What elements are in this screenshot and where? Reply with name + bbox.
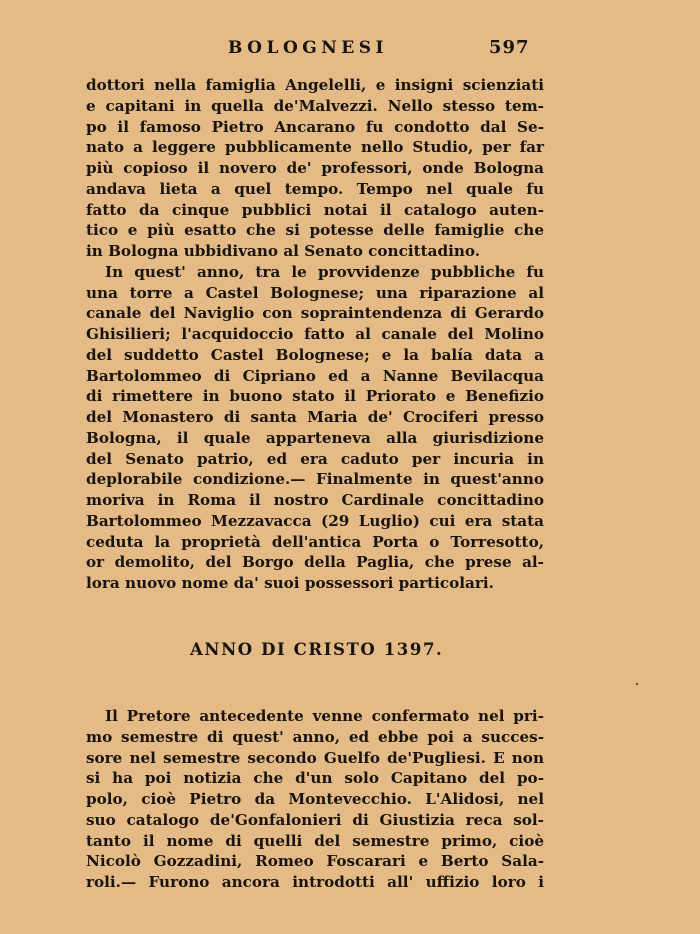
text-line: Bartolommeo di Cipriano ed a Nanne Bevilacqua (86, 366, 544, 385)
text-line: Nicolò Gozzadini, Romeo Foscarari e Berto Sala- (86, 852, 544, 871)
text-line: dottori nella famiglia Angelelli, e insigni scienziati (86, 76, 544, 94)
text-line: nato a leggere pubblicamente nello Studio, per far (86, 138, 544, 157)
text-line: lora nuovo nome da' suoi possessori particolari. (86, 574, 494, 592)
text-line: Bologna, il quale apparteneva alla giurisdizione (86, 428, 544, 447)
text-line: andava lieta a quel tempo. Tempo nel quale fu (86, 179, 544, 198)
text-line: Ghisilieri; l'acquidoccio fatto al canale del Molino (86, 325, 544, 343)
text-line: tico e più esatto che si potesse delle famiglie che (86, 221, 544, 240)
text-line: ceduta la proprietà dell'antica Porta o Torresotto, (86, 532, 544, 551)
text-line: si ha poi notizia che d'un solo Capitano del po- (86, 769, 544, 788)
text-line: una torre a Castel Bolognese; una riparazione al (86, 283, 544, 302)
page-number: 597 (489, 37, 530, 58)
text-line: or demolito, del Borgo della Paglia, che prese al- (86, 553, 544, 572)
text-line: canale del Naviglio con sopraintendenza di Gerardo (86, 304, 544, 323)
text-line: sore nel semestre secondo Guelfo de'Pugliesi. E non (86, 748, 544, 767)
section-heading: ANNO DI CRISTO 1397. (190, 640, 444, 659)
text-line: in Bologna ubbidivano al Senato concittadino. (86, 242, 481, 260)
paragraph-continuation (86, 75, 544, 262)
paper-speck (636, 683, 638, 685)
text-line: di rimettere in buono stato il Priorato e Benefizio (86, 387, 544, 406)
text-line: polo, cioè Pietro da Montevecchio. L'Alidosi, nel (86, 790, 544, 808)
paragraph-provvidenze (86, 262, 544, 594)
body-text-bottom (86, 706, 544, 893)
text-line: suo catalogo de'Gonfalonieri di Giustizia reca sol- (86, 810, 544, 829)
paragraph-pretore (86, 706, 544, 893)
body-text-top (86, 75, 544, 594)
text-line: mo semestre di quest' anno, ed ebbe poi a succes- (86, 727, 544, 746)
running-title: BOLOGNESI (228, 38, 388, 58)
text-line: del Monastero di santa Maria de' Crociferi presso (86, 408, 544, 426)
text-line: roli.— Furono ancora introdotti all' uffizio loro i (86, 873, 544, 891)
text-line: più copioso il novero de' professori, onde Bologna (86, 159, 544, 177)
text-line: tanto il nome di quelli del semestre primo, cioè (86, 831, 544, 850)
text-line: moriva in Roma il nostro Cardinale concittadino (86, 491, 544, 509)
text-line: In quest' anno, tra le provvidenze pubbliche fu (105, 262, 544, 281)
text-line: e capitani in quella de'Malvezzi. Nello stesso tem- (86, 96, 544, 115)
text-line: del Senato patrio, ed era caduto per incuria in (86, 449, 544, 468)
text-line: deplorabile condizione.— Finalmente in quest'anno (86, 470, 544, 489)
text-line: po il famoso Pietro Ancarano fu condotto dal Se- (86, 117, 544, 136)
text-line: Bartolommeo Mezzavacca (29 Luglio) cui era stata (86, 511, 544, 530)
text-line: del suddetto Castel Bolognese; e la balía data a (86, 345, 544, 364)
text-line: fatto da cinque pubblici notai il catalogo auten- (86, 200, 544, 219)
text-line: Il Pretore antecedente venne confermato nel pri- (105, 707, 544, 725)
